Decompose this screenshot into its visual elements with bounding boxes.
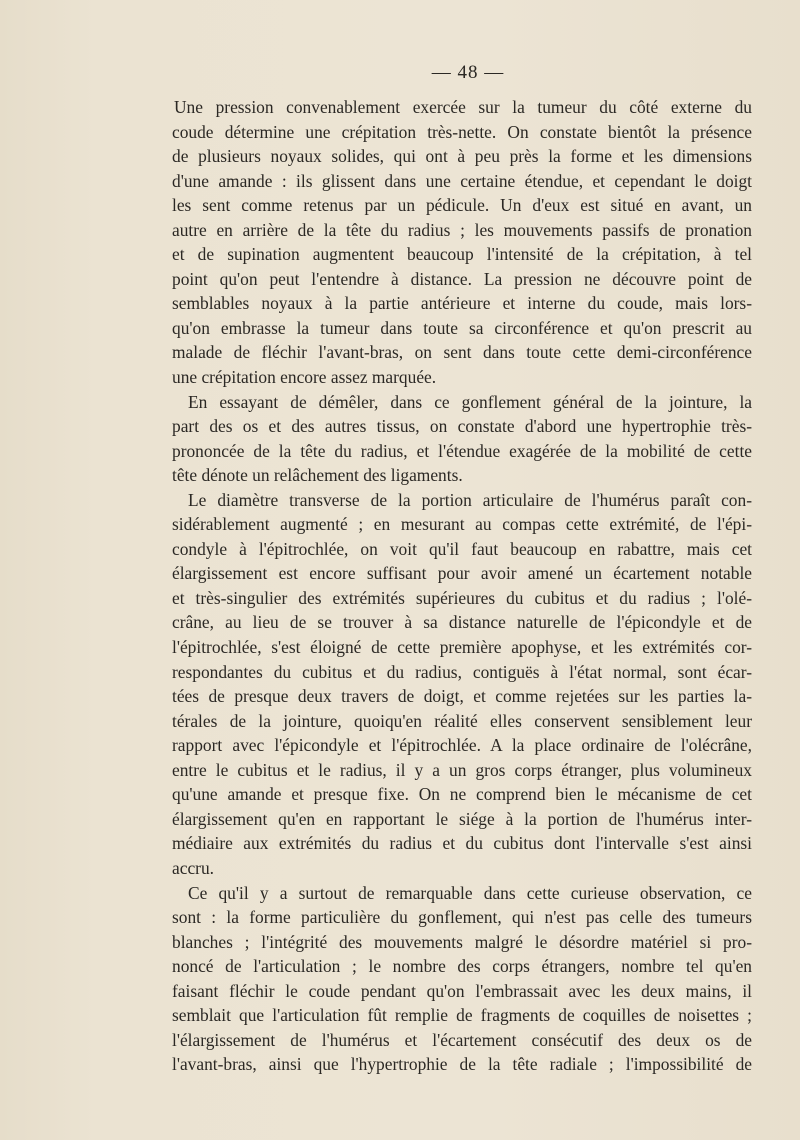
text-line: et de supination augmentent beaucoup l'intensité de la crépitation, à tel: [172, 244, 752, 265]
text-line: élargissement est encore suffisant pour avoir amené un écartement notable: [172, 563, 752, 584]
text-line: tête dénote un relâchement des ligaments.: [172, 465, 463, 486]
text-line: tées de presque deux travers de doigt, et comme rejetées sur les parties la-: [172, 686, 752, 707]
text-line: l'élargissement de l'humérus et l'écartement consécutif des deux os de: [172, 1029, 752, 1050]
text-line: prononcée de la tête du radius, et l'étendue exagérée de la mobilité de cette: [172, 440, 752, 461]
text-line: d'une amande : ils glissent dans une certaine étendue, et cependant le doigt: [172, 170, 752, 191]
text-line: Une pression convenablement exercée sur la tumeur du côté externe du: [174, 97, 752, 117]
text-line: l'épitrochlée, s'est éloigné de cette première apophyse, et les extrémités cor-: [172, 637, 752, 658]
text-line: crâne, au lieu de se trouver à sa distance naturelle de l'épicondyle et de: [172, 612, 752, 633]
text-line: blanches ; l'intégrité des mouvements malgré le désordre matériel si pro-: [172, 931, 752, 952]
text-line: qu'une amande et presque fixe. On ne comprend bien le mécanisme de cet: [172, 784, 752, 805]
text-line: Le diamètre transverse de la portion articulaire de l'humérus paraît con-: [188, 489, 752, 510]
text-line: accru.: [172, 857, 214, 878]
text-line: Ce qu'il y a surtout de remarquable dans cette curieuse observation, ce: [188, 882, 752, 903]
text-line: térales de la jointure, quoiqu'en réalité elles conservent sensiblement leur: [172, 710, 752, 731]
text-line: qu'on embrasse la tumeur dans toute sa circonférence et qu'on prescrit au: [172, 317, 752, 338]
text-line: de plusieurs noyaux solides, qui ont à peu près la forme et les dimensions: [172, 146, 752, 167]
text-line: faisant fléchir le coude pendant qu'on l'embrassait avec les deux mains, il: [172, 980, 752, 1001]
text-line: malade de fléchir l'avant-bras, on sent dans toute cette demi-circonférence: [172, 342, 752, 363]
text-line: sont : la forme particulière du gonflement, qui n'est pas celle des tumeurs: [172, 907, 752, 928]
text-line: élargissement qu'en en rapportant le siége à la portion de l'humérus inter-: [172, 808, 752, 829]
text-line: médiaire aux extrémités du radius et du cubitus dont l'intervalle s'est ainsi: [172, 833, 752, 854]
text-line: noncé de l'articulation ; le nombre des corps étrangers, nombre tel qu'en: [172, 956, 752, 977]
text-line: semblait que l'articulation fût remplie de fragments de coquilles de noisettes ;: [172, 1005, 752, 1026]
text-line: sidérablement augmenté ; en mesurant au compas cette extrémité, de l'épi-: [172, 514, 752, 535]
text-line: rapport avec l'épicondyle et l'épitrochlée. A la place ordinaire de l'olécrâne,: [172, 735, 752, 756]
text-line: entre le cubitus et le radius, il y a un gros corps étranger, plus volumineux: [172, 759, 752, 780]
text-line: coude détermine une crépitation très-nette. On constate bientôt la présence: [172, 121, 752, 142]
text-line: l'avant-bras, ainsi que l'hypertrophie de la tête radiale ; l'impossibilité de: [172, 1054, 752, 1075]
text-line: part des os et des autres tissus, on constate d'abord une hypertrophie très-: [172, 416, 752, 437]
page-number: — 48 —: [431, 62, 505, 83]
text-line: point qu'on peut l'entendre à distance. La pression ne découvre point de: [172, 268, 752, 289]
text-line: condyle à l'épitrochlée, on voit qu'il faut beaucoup en rabattre, mais cet: [172, 538, 752, 559]
text-line: et très-singulier des extrémités supérieures du cubitus et du radius ; l'olé-: [172, 587, 752, 608]
body-text: [172, 95, 752, 1077]
text-line: En essayant de démêler, dans ce gonflement général de la jointure, la: [188, 391, 752, 412]
text-line: une crépitation encore assez marquée.: [172, 367, 437, 388]
text-line: semblables noyaux à la partie antérieure et interne du coude, mais lors-: [172, 293, 752, 314]
text-line: les sent comme retenus par un pédicule. Un d'eux est situé en avant, un: [172, 195, 752, 216]
text-line: respondantes du cubitus et du radius, contiguës à l'état normal, sont écar-: [172, 661, 752, 682]
text-line: autre en arrière de la tête du radius ; les mouvements passifs de pronation: [172, 219, 752, 240]
